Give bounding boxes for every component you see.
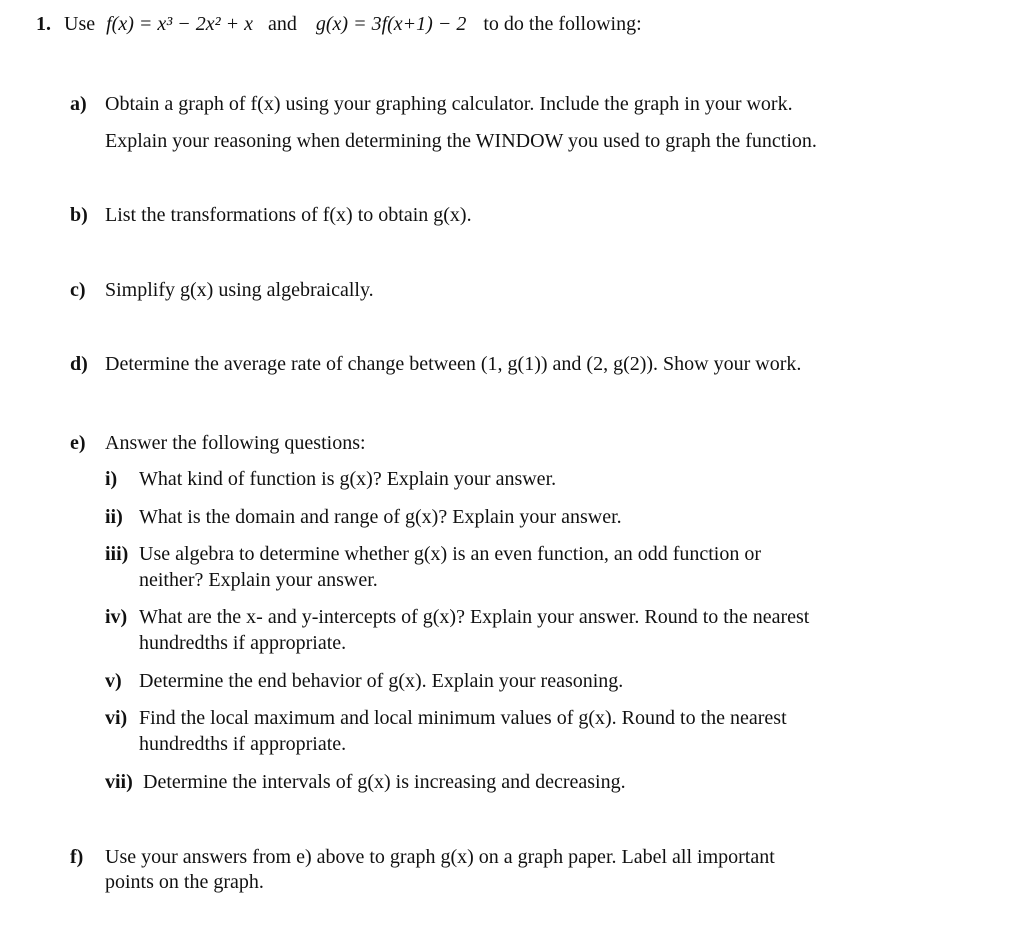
part-b-text: List the transformations of f(x) to obtain g(x). bbox=[105, 204, 472, 226]
part-e-label: e) bbox=[70, 432, 86, 454]
part-e-iv-label: iv) bbox=[105, 606, 128, 628]
part-f-line2: points on the graph. bbox=[105, 871, 264, 893]
part-e-vi-label: vi) bbox=[105, 707, 128, 729]
part-b-label: b) bbox=[70, 204, 88, 226]
part-e-iii-label: iii) bbox=[105, 543, 129, 565]
part-e-vii-line1: Determine the intervals of g(x) is increasing and decreasing. bbox=[143, 771, 626, 793]
part-f-line1: Use your answers from e) above to graph g(x) on a graph paper. Label all important bbox=[105, 846, 775, 868]
part-a-line2: Explain your reasoning when determining the WINDOW you used to graph the function. bbox=[105, 130, 817, 152]
part-e-ii-label: ii) bbox=[105, 506, 123, 528]
part-d-text: Determine the average rate of change between (1, g(1)) and (2, g(2)). Show your work. bbox=[105, 353, 802, 375]
part-e-iii-line1: Use algebra to determine whether g(x) is an even function, an odd function or bbox=[139, 543, 762, 565]
f-definition: f(x) = x³ − 2x² + x bbox=[106, 13, 253, 35]
problem-number: 1. bbox=[36, 13, 51, 35]
part-e-v-line1: Determine the end behavior of g(x). Explain your reasoning. bbox=[139, 670, 624, 692]
intro-tail: to do the following: bbox=[483, 13, 642, 35]
part-d-label: d) bbox=[70, 353, 88, 375]
g-definition: g(x) = 3f(x+1) − 2 bbox=[315, 13, 467, 35]
part-e-i-label: i) bbox=[105, 468, 118, 490]
part-e-vi-line2: hundredths if appropriate. bbox=[139, 733, 347, 755]
problem-header bbox=[36, 12, 642, 36]
intro-and: and bbox=[267, 13, 297, 35]
part-a-line1: Obtain a graph of f(x) using your graphing calculator. Include the graph in your work. bbox=[105, 93, 793, 115]
part-e-ii-line1: What is the domain and range of g(x)? Explain your answer. bbox=[139, 506, 622, 528]
intro-use: Use bbox=[64, 13, 96, 35]
part-e-text: Answer the following questions: bbox=[105, 432, 366, 454]
part-e-iv-line2: hundredths if appropriate. bbox=[139, 632, 347, 654]
part-e-vii-label: vii) bbox=[105, 771, 133, 793]
part-e-i-line1: What kind of function is g(x)? Explain your answer. bbox=[139, 468, 557, 490]
part-e-v-label: v) bbox=[105, 670, 122, 692]
part-e-iii-line2: neither? Explain your answer. bbox=[139, 569, 378, 591]
part-c-label: c) bbox=[70, 279, 86, 301]
part-e-vi-line1: Find the local maximum and local minimum values of g(x). Round to the nearest bbox=[139, 707, 787, 729]
part-c-text: Simplify g(x) using algebraically. bbox=[105, 279, 374, 301]
part-e-iv-line1: What are the x- and y-intercepts of g(x)? Explain your answer. Round to the nearest bbox=[139, 606, 810, 628]
part-a-label: a) bbox=[70, 93, 87, 115]
part-f-label: f) bbox=[70, 846, 84, 868]
